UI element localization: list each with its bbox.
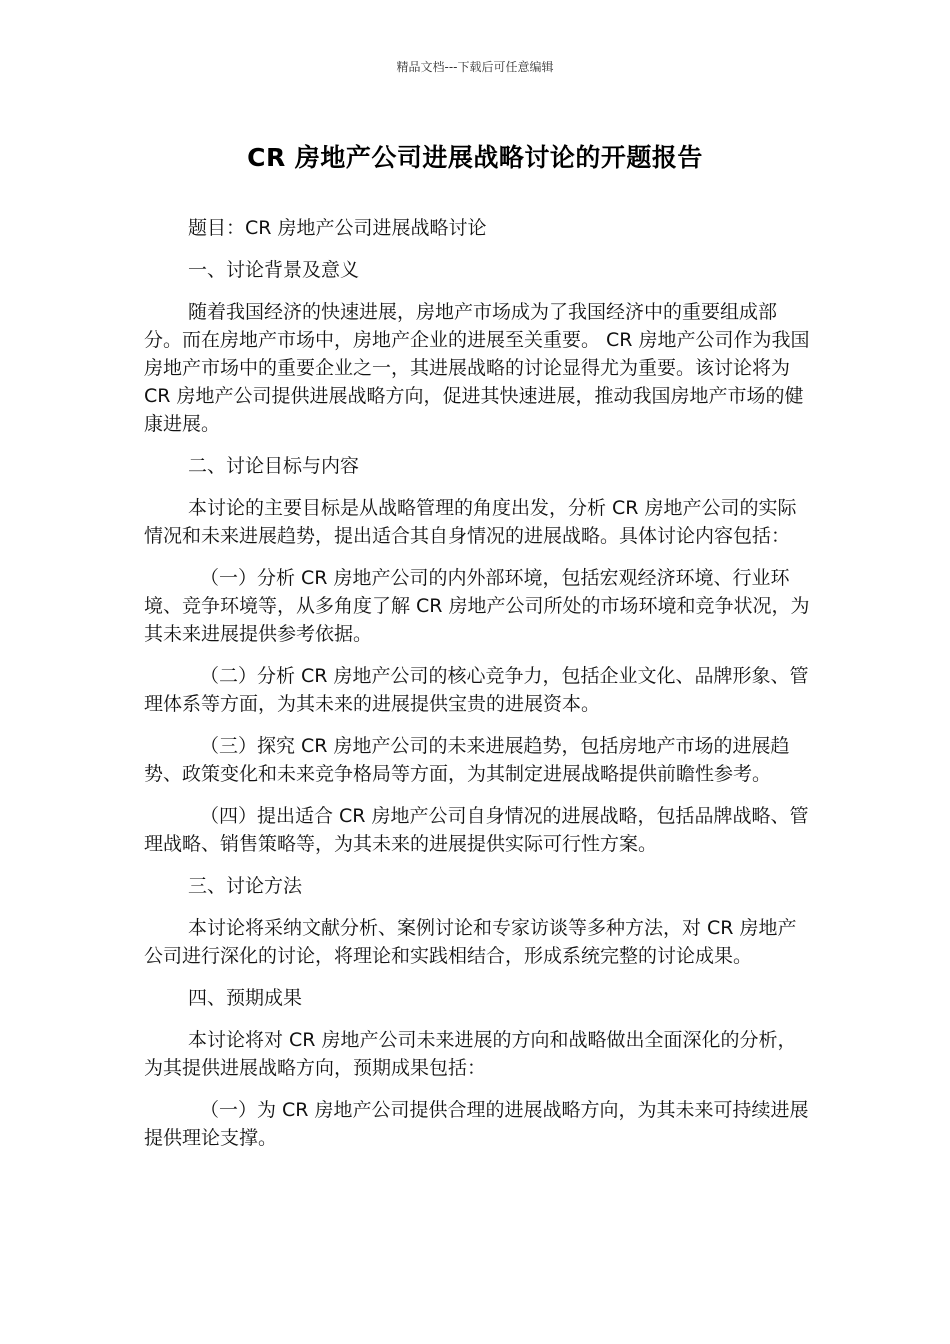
- list-item-2: （二）分析 CR 房地产公司的核心竞争力，包括企业文化、品牌形象、管理体系等方面，为其未来的进展提供宝贵的进展资本。: [144, 665, 809, 715]
- subject-line: 题目：CR 房地产公司进展战略讨论: [188, 217, 487, 239]
- section-heading-goals: 二、讨论目标与内容: [188, 455, 360, 477]
- document-body: [144, 214, 814, 1166]
- section-heading-background: 一、讨论背景及意义: [188, 259, 360, 281]
- paragraph-methods: 本讨论将采纳文献分析、案例讨论和专家访谈等多种方法，对 CR 房地产公司进行深化的讨论，将理论和实践相结合，形成系统完整的讨论成果。: [144, 917, 797, 967]
- paragraph-outcomes: 本讨论将对 CR 房地产公司未来进展的方向和战略做出全面深化的分析，为其提供进展战略方向，预期成果包括：: [144, 1029, 797, 1079]
- list-item-1: （一）分析 CR 房地产公司的内外部环境，包括宏观经济环境、行业环境、竞争环境等，从多角度了解 CR 房地产公司所处的市场环境和竞争状况，为其未来进展提供参考依据。: [144, 567, 810, 645]
- section-heading-methods: 三、讨论方法: [188, 875, 303, 897]
- list-item-outcome-1: （一）为 CR 房地产公司提供合理的进展战略方向，为其未来可持续进展提供理论支撑。: [144, 1099, 809, 1149]
- paragraph-background: 随着我国经济的快速进展，房地产市场成为了我国经济中的重要组成部分。而在房地产市场中，房地产企业的进展至关重要。 CR 房地产公司作为我国房地产市场中的重要企业之一，其进展战略的讨论显得尤为重要。该讨论将为 CR 房地产公司提供进展战略方向，促进其快速进展，推动我国房地产市场的健康进展。: [144, 301, 810, 435]
- header-note: 精品文档---下载后可任意编辑: [396, 60, 554, 74]
- paragraph-goals: 本讨论的主要目标是从战略管理的角度出发，分析 CR 房地产公司的实际情况和未来进展趋势，提出适合其自身情况的进展战略。具体讨论内容包括：: [144, 497, 797, 547]
- section-heading-outcomes: 四、预期成果: [188, 987, 303, 1009]
- page-title: CR 房地产公司进展战略讨论的开题报告: [247, 143, 703, 172]
- list-item-4: （四）提出适合 CR 房地产公司自身情况的进展战略，包括品牌战略、管理战略、销售策略等，为其未来的进展提供实际可行性方案。: [144, 805, 809, 855]
- list-item-3: （三）探究 CR 房地产公司的未来进展趋势，包括房地产市场的进展趋势、政策变化和未来竞争格局等方面，为其制定进展战略提供前瞻性参考。: [144, 735, 790, 785]
